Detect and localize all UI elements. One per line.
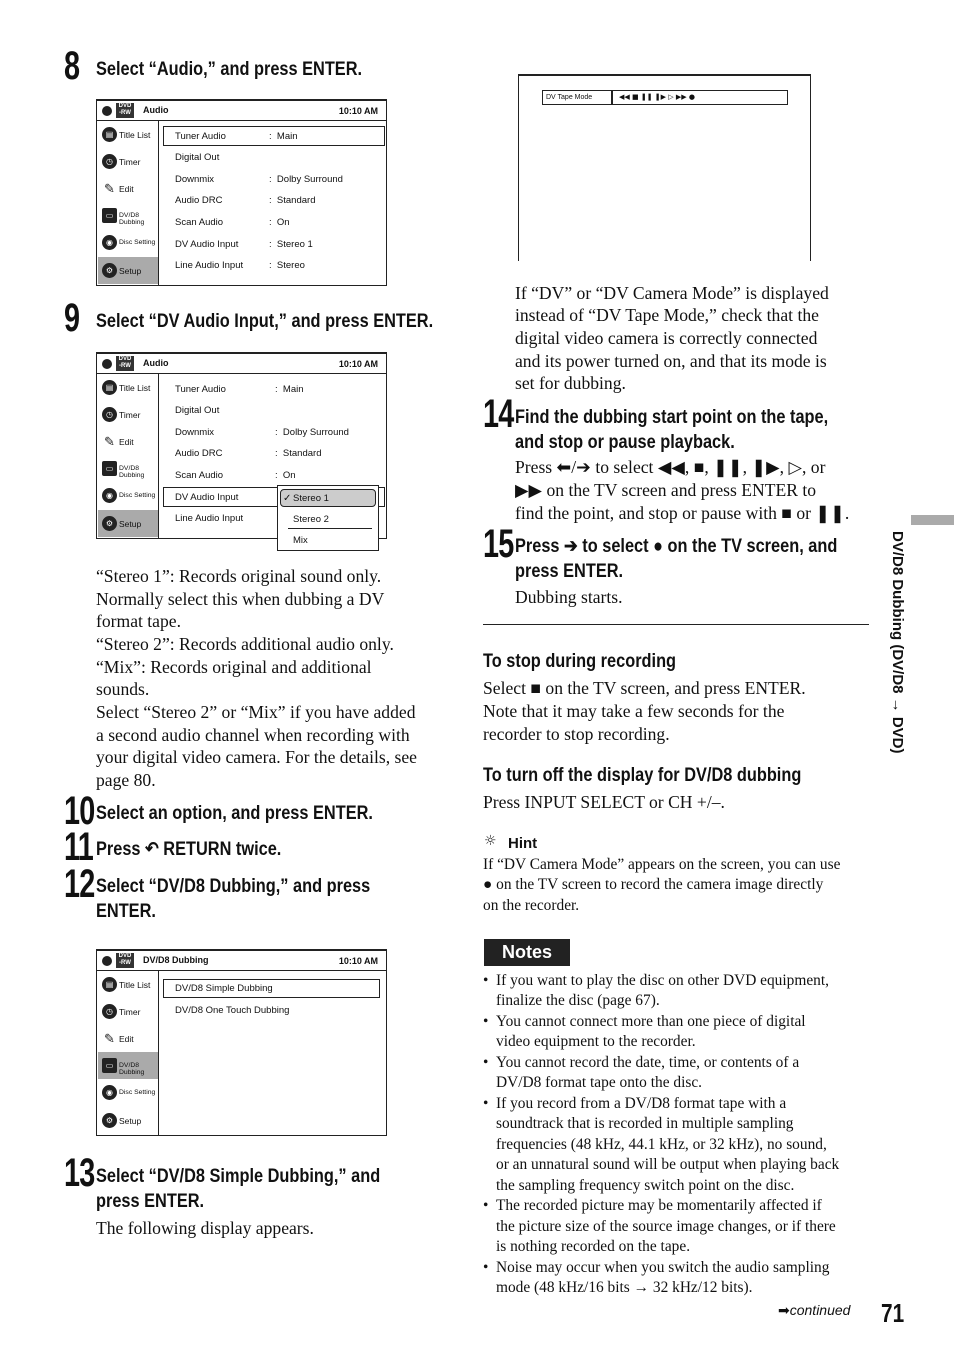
menu-row-value: : Stereo	[269, 260, 305, 271]
audio-menu-screen-1	[96, 99, 387, 286]
setup-icon: ⚙	[102, 516, 117, 531]
sidebar-item-edit[interactable]	[98, 1025, 158, 1052]
menu-row-label[interactable]: Downmix	[175, 174, 215, 185]
note-bullet: •	[483, 1013, 489, 1030]
camera-note-line: instead of “DV Tape Mode,” check that the	[515, 305, 819, 325]
continued-text: continued	[789, 1302, 851, 1318]
step-12-heading-line1: Select “DV/D8 Dubbing,” and press	[96, 876, 371, 897]
sidebar-label: Edit	[119, 184, 134, 194]
edit-icon: ✎	[102, 1031, 117, 1046]
menu-sidebar	[97, 374, 159, 538]
step-14-body-line: find the point, and stop or pause with ■ or ❚❚.	[515, 503, 850, 523]
dropdown-divider	[288, 528, 372, 529]
menu-row-value: : On	[275, 470, 296, 481]
menu-item[interactable]: DV/D8 One Touch Dubbing	[175, 1005, 290, 1016]
camera-note-line: and its power turned on, and that its mode is	[515, 351, 827, 371]
sidebar-item-title-list[interactable]	[98, 374, 158, 401]
hint-label: Hint	[508, 835, 538, 852]
menu-title: Audio	[143, 358, 169, 368]
disc-setting-icon: ◉	[102, 488, 117, 503]
step-11-number: 11	[64, 825, 94, 869]
note-line: If you record from a DV/D8 format tape with a	[496, 1095, 787, 1112]
page-number: 71	[881, 1298, 905, 1328]
section-divider	[483, 624, 869, 625]
step-10-heading: Select an option, and press ENTER.	[96, 803, 373, 824]
menu-row-label[interactable]: Digital Out	[175, 405, 220, 416]
camera-note-line: If “DV” or “DV Camera Mode” is displayed	[515, 283, 829, 303]
side-section-label: DV/D8 Dubbing (DV/D8 → DVD)	[889, 531, 906, 754]
sidebar-label: DV/D8 Dubbing	[119, 465, 145, 479]
sidebar-item-setup[interactable]	[98, 510, 158, 537]
step-13-heading-line2: press ENTER.	[96, 1191, 205, 1212]
sidebar-item-edit[interactable]	[98, 175, 158, 202]
setup-icon: ⚙	[102, 263, 117, 278]
sidebar-label: Setup	[119, 519, 142, 529]
note-line: the sampling frequency switch point on the disc.	[496, 1177, 795, 1194]
menu-row-value: : Main	[275, 384, 304, 395]
menu-time: 10:10 AM	[338, 956, 378, 966]
audio-input-dropdown[interactable]	[277, 485, 379, 551]
note-bullet: •	[483, 1095, 489, 1112]
sidebar-label: DV/D8 Dubbing	[119, 212, 145, 226]
sidebar-label: Edit	[119, 1034, 134, 1044]
dubbing-icon: ▭	[102, 208, 117, 223]
note-line: the picture size of the source image changes, or if there	[496, 1218, 836, 1235]
dvd-rw-icon: DVD -RW	[116, 356, 134, 371]
step-14-body-line: Press ⬅/➔ to select ◀◀, ■, ❚❚, ❚▶, ▷, or	[515, 457, 826, 477]
timer-icon: ◷	[102, 1004, 117, 1019]
stereo-desc-line: “Stereo 1”: Records original sound only.	[96, 566, 382, 586]
step-13-number: 13	[64, 1151, 95, 1195]
menu-row-value: : Standard	[269, 195, 316, 206]
step-9-heading: Select “DV Audio Input,” and press ENTER.	[96, 311, 434, 332]
continued-label	[778, 1302, 850, 1319]
note-line: DV/D8 format tape onto the disc.	[496, 1074, 703, 1091]
menu-sidebar	[97, 121, 159, 285]
stereo-desc-line: page 80.	[96, 770, 156, 790]
check-icon: ✓	[283, 493, 292, 504]
dubbing-icon: ▭	[102, 461, 117, 476]
sidebar-label: Title List	[119, 980, 151, 990]
menu-item[interactable]: DV/D8 Simple Dubbing	[175, 983, 273, 994]
setup-icon: ⚙	[102, 1113, 117, 1128]
menu-row-label[interactable]: Line Audio Input	[175, 260, 244, 271]
step-12-heading-line2: ENTER.	[96, 901, 156, 922]
menu-time: 10:10 AM	[338, 359, 378, 369]
menu-row-label[interactable]: Tuner Audio	[175, 131, 226, 142]
sidebar-label: Timer	[119, 1007, 141, 1017]
menu-row-label[interactable]: Audio DRC	[175, 195, 223, 206]
step-14-heading-line2: and stop or pause playback.	[515, 432, 735, 453]
menu-row-value: : Standard	[275, 448, 322, 459]
sidebar-item-dubbing[interactable]	[98, 202, 158, 229]
sidebar-item-disc-setting[interactable]	[98, 1079, 158, 1106]
sidebar-label: Title List	[119, 130, 151, 140]
note-line: If you want to play the disc on other DVD equipment,	[496, 972, 829, 989]
hint-line: If “DV Camera Mode” appears on the screen, you can use	[483, 856, 841, 873]
stereo-desc-line: sounds.	[96, 679, 150, 699]
note-line: is nothing recorded on the tape.	[496, 1238, 691, 1255]
sidebar-label: Timer	[119, 157, 141, 167]
note-bullet: •	[483, 1197, 489, 1214]
stereo-desc-line: format tape.	[96, 611, 181, 631]
step-8-number: 8	[64, 44, 80, 88]
note-bullet: •	[483, 1259, 489, 1276]
stereo-desc-line: Select “Stereo 2” or “Mix” if you have added	[96, 702, 416, 722]
hint-line: ● on the TV screen to record the camera image directly	[483, 876, 824, 893]
sidebar-label: Disc Setting	[119, 239, 156, 246]
disc-icon	[102, 359, 112, 369]
note-line: You cannot record the date, time, or contents of a	[496, 1054, 800, 1071]
step-11-heading	[96, 837, 281, 862]
note-line: soundtrack that is recorded in multiple sampling	[496, 1115, 794, 1132]
turn-off-line: Press INPUT SELECT or CH +/–.	[483, 792, 725, 812]
step-15-body: Dubbing starts.	[515, 587, 623, 607]
turn-off-heading: To turn off the display for DV/D8 dubbing	[483, 765, 802, 786]
step-14-heading-line1: Find the dubbing start point on the tape,	[515, 407, 829, 428]
stop-recording-line: Select ■ on the TV screen, and press ENTER.	[483, 678, 806, 698]
step-13-body: The following display appears.	[96, 1218, 314, 1238]
tape-mode-label: DV Tape Mode	[542, 90, 612, 105]
menu-title: DV/D8 Dubbing	[143, 955, 209, 965]
note-line: or an unnatural sound will be output when playing back	[496, 1156, 840, 1173]
sidebar-item-setup[interactable]	[98, 257, 158, 284]
disc-setting-icon: ◉	[102, 235, 117, 250]
menu-row-label[interactable]: Line Audio Input	[175, 513, 244, 524]
note-bullet: •	[483, 972, 489, 989]
hint-lightbulb-icon: ☼	[484, 833, 497, 849]
menu-title-bar	[97, 352, 386, 374]
menu-row-label[interactable]: DV Audio Input	[175, 239, 239, 250]
step-15-heading-line2: press ENTER.	[515, 561, 624, 582]
menu-time: 10:10 AM	[338, 106, 378, 116]
sidebar-item-edit[interactable]	[98, 428, 158, 455]
sidebar-item-timer[interactable]	[98, 148, 158, 175]
sidebar-item-timer[interactable]	[98, 998, 158, 1025]
sidebar-item-disc-setting[interactable]	[98, 482, 158, 509]
sidebar-label: Disc Setting	[119, 492, 156, 499]
menu-row-value: : Main	[269, 131, 298, 142]
side-tab-marker	[911, 515, 954, 525]
menu-row-value: : Stereo 1	[269, 239, 313, 250]
note-line: The recorded picture may be momentarily affected if	[496, 1197, 822, 1214]
note-line: You cannot connect more than one piece of digital	[496, 1013, 806, 1030]
timer-icon: ◷	[102, 154, 117, 169]
dvd-rw-icon: DVD -RW	[116, 103, 134, 118]
note-line: finalize the disc (page 67).	[496, 992, 660, 1009]
dvd-rw-icon: DVD -RW	[116, 953, 134, 968]
menu-row-value: : Dolby Surround	[269, 174, 343, 185]
note-line: frequencies (48 kHz, 44.1 kHz, or 32 kHz), no sound,	[496, 1136, 827, 1153]
sidebar-item-setup[interactable]	[98, 1107, 158, 1134]
disc-setting-icon: ◉	[102, 1085, 117, 1100]
menu-row-label[interactable]: Digital Out	[175, 152, 220, 163]
menu-sidebar	[97, 971, 159, 1135]
stereo-desc-line: a second audio channel when recording with	[96, 725, 410, 745]
note-bullet: •	[483, 1054, 489, 1071]
camera-note-line: digital video camera is correctly connected	[515, 328, 818, 348]
notes-label: Notes	[484, 939, 570, 966]
step-13-heading-line1: Select “DV/D8 Simple Dubbing,” and	[96, 1166, 381, 1187]
dubbing-menu-screen	[96, 949, 387, 1136]
disc-icon	[102, 106, 112, 116]
menu-title: Audio	[143, 105, 169, 115]
dropdown-option[interactable]: Mix	[293, 535, 308, 546]
disc-icon	[102, 956, 112, 966]
menu-row-value: : On	[269, 217, 290, 228]
title-list-icon: ▤	[102, 127, 117, 142]
sidebar-item-dubbing[interactable]	[98, 1052, 158, 1079]
menu-row-label[interactable]: Downmix	[175, 427, 215, 438]
return-icon: ↶	[145, 839, 159, 860]
sidebar-label: Timer	[119, 410, 141, 420]
edit-icon: ✎	[102, 181, 117, 196]
step-9-number: 9	[64, 296, 80, 340]
menu-row-label[interactable]: Scan Audio	[175, 217, 224, 228]
sidebar-label: Edit	[119, 437, 134, 447]
audio-menu-screen-2	[96, 352, 387, 546]
step-14-body-line: ▶▶ on the TV screen and press ENTER to	[515, 480, 817, 500]
stereo-desc-line: “Stereo 2”: Records additional audio only.	[96, 634, 394, 654]
sidebar-label: Setup	[119, 1116, 142, 1126]
sidebar-label: Disc Setting	[119, 1089, 156, 1096]
dropdown-option[interactable]: Stereo 2	[293, 514, 329, 525]
title-list-icon: ▤	[102, 977, 117, 992]
menu-row-value: : Dolby Surround	[275, 427, 349, 438]
step-11-text-a: Press	[96, 839, 141, 860]
dropdown-option[interactable]: Stereo 1	[293, 493, 329, 504]
sidebar-item-disc-setting[interactable]	[98, 229, 158, 256]
step-14-number: 14	[483, 392, 514, 436]
dubbing-icon: ▭	[102, 1058, 117, 1073]
camera-note-line: set for dubbing.	[515, 373, 626, 393]
step-10-number: 10	[64, 789, 95, 833]
tape-transport-controls[interactable]: ◀◀ ■ ❚❚ ❚▶ ▷ ▶▶ ●	[612, 90, 788, 105]
menu-row-label[interactable]: Scan Audio	[175, 470, 224, 481]
sidebar-label: Setup	[119, 266, 142, 276]
stop-recording-heading: To stop during recording	[483, 651, 677, 672]
hint-line: on the recorder.	[483, 897, 580, 914]
title-list-icon: ▤	[102, 380, 117, 395]
arrow-right-icon: ➡	[778, 1303, 790, 1319]
timer-icon: ◷	[102, 407, 117, 422]
stop-recording-line: Note that it may take a few seconds for the	[483, 701, 785, 721]
sidebar-item-timer[interactable]	[98, 401, 158, 428]
sidebar-label: Title List	[119, 383, 151, 393]
menu-row-label[interactable]: Tuner Audio	[175, 384, 226, 395]
sidebar-item-title-list[interactable]	[98, 971, 158, 998]
note-line: video equipment to the recorder.	[496, 1033, 696, 1050]
stereo-desc-line: Normally select this when dubbing a DV	[96, 589, 385, 609]
note-line: mode (48 kHz/16 bits → 32 kHz/12 bits).	[496, 1279, 753, 1296]
step-11-text-b: RETURN twice.	[163, 839, 282, 860]
note-line: Noise may occur when you switch the audio sampling	[496, 1259, 830, 1276]
sidebar-item-title-list[interactable]	[98, 121, 158, 148]
menu-title-bar	[97, 99, 386, 121]
step-15-heading-line1: Press ➔ to select ● on the TV screen, and	[515, 536, 838, 557]
dv-tape-mode-screen	[518, 74, 811, 261]
stereo-desc-line: your digital video camera. For the details, see	[96, 747, 417, 767]
menu-row-label[interactable]: DV Audio Input	[175, 492, 239, 503]
stop-recording-line: recorder to stop recording.	[483, 724, 670, 744]
edit-icon: ✎	[102, 434, 117, 449]
menu-title-bar	[97, 949, 386, 971]
step-12-number: 12	[64, 862, 95, 906]
step-8-heading: Select “Audio,” and press ENTER.	[96, 59, 363, 80]
step-15-number: 15	[483, 522, 514, 566]
sidebar-item-dubbing[interactable]	[98, 455, 158, 482]
sidebar-label: DV/D8 Dubbing	[119, 1062, 145, 1076]
menu-row-label[interactable]: Audio DRC	[175, 448, 223, 459]
stereo-desc-line: “Mix”: Records original and additional	[96, 657, 372, 677]
